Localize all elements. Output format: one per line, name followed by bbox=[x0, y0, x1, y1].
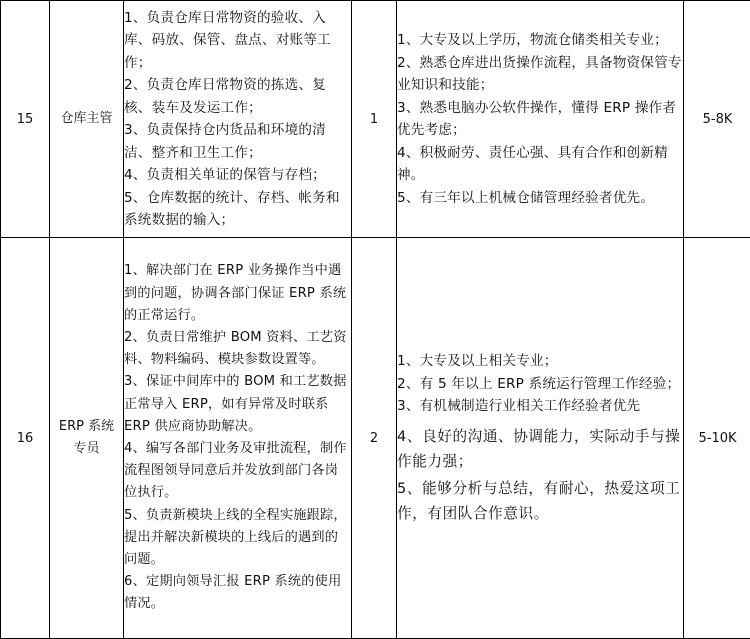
requirement-item: 4、良好的沟通、协调能力，实际动手与操作能力强； bbox=[397, 424, 683, 474]
salary-range: 5-8K bbox=[684, 1, 750, 238]
requirements-list bbox=[397, 29, 683, 209]
table-row bbox=[1, 1, 750, 238]
duty-item: 5、负责新模块上线的全程实施跟踪，提出并解决新模块的上线后的遇到的问题。 bbox=[124, 505, 351, 572]
position-title-line: 专员 bbox=[50, 438, 123, 460]
row-number: 15 bbox=[1, 1, 50, 238]
duties-list bbox=[124, 7, 351, 232]
salary-range: 5-10K bbox=[684, 238, 750, 639]
requirement-item: 2、有 5 年以上 ERP 系统运行管理工作经验； bbox=[397, 373, 683, 396]
row-number: 16 bbox=[1, 238, 50, 639]
headcount: 1 bbox=[352, 1, 397, 238]
duty-item: 3、负责保持仓内货品和环境的清洁、整齐和卫生工作； bbox=[124, 119, 351, 164]
duty-item: 2、负责日常维护 BOM 资料、工艺资料、物料编码、模块参数设置等。 bbox=[124, 327, 351, 371]
table-row bbox=[1, 238, 750, 639]
duty-item: 1、解决部门在 ERP 业务操作当中遇到的问题，协调各部门保证 ERP 系统的正常运行。 bbox=[124, 260, 351, 327]
requirement-item: 1、大专及以上学历，物流仓储类相关专业； bbox=[397, 29, 683, 52]
duty-item: 5、仓库数据的统计、存档、帐务和系统数据的输入； bbox=[124, 187, 351, 232]
duty-item: 1、负责仓库日常物资的验收、入库、码放、保管、盘点、对账等工作； bbox=[124, 7, 351, 75]
position-title-line: 仓库主管 bbox=[50, 108, 123, 130]
requirement-item: 3、熟悉电脑办公软件操作，懂得 ERP 操作者优先考虑； bbox=[397, 97, 683, 142]
requirement-item: 4、积极耐劳、责任心强、具有合作和创新精神。 bbox=[397, 142, 683, 187]
position-title bbox=[50, 238, 124, 639]
duty-item: 2、负责仓库日常物资的拣选、复核、装车及发运工作； bbox=[124, 74, 351, 119]
requirement-item: 5、能够分析与总结，有耐心，热爱这项工作，有团队合作意识。 bbox=[397, 476, 683, 526]
duty-item: 3、保证中间库中的 BOM 和工艺数据正常导入 ERP，如有异常及时联系 ERP 供应商协助解决。 bbox=[124, 371, 351, 438]
duties-cell bbox=[124, 238, 352, 639]
duties-list bbox=[124, 260, 351, 615]
duty-item: 6、定期向领导汇报 ERP 系统的使用情况。 bbox=[124, 571, 351, 615]
requirement-item: 3、有机械制造行业相关工作经验者优先 bbox=[397, 395, 683, 418]
duties-cell bbox=[124, 1, 352, 238]
requirement-item: 1、大专及以上相关专业； bbox=[397, 350, 683, 373]
position-title bbox=[50, 1, 124, 238]
headcount: 2 bbox=[352, 238, 397, 639]
requirement-item: 5、有三年以上机械仓储管理经验者优先。 bbox=[397, 187, 683, 210]
requirements-list bbox=[397, 350, 683, 526]
requirements-cell bbox=[397, 238, 684, 639]
position-title-line: ERP 系统 bbox=[50, 416, 123, 438]
duty-item: 4、负责相关单证的保管与存档； bbox=[124, 164, 351, 187]
duty-item: 4、编写各部门业务及审批流程，制作流程图领导同意后并发放到部门各岗位执行。 bbox=[124, 438, 351, 505]
requirements-cell bbox=[397, 1, 684, 238]
requirement-item: 2、熟悉仓库进出货操作流程，具备物资保管专业知识和技能； bbox=[397, 52, 683, 97]
